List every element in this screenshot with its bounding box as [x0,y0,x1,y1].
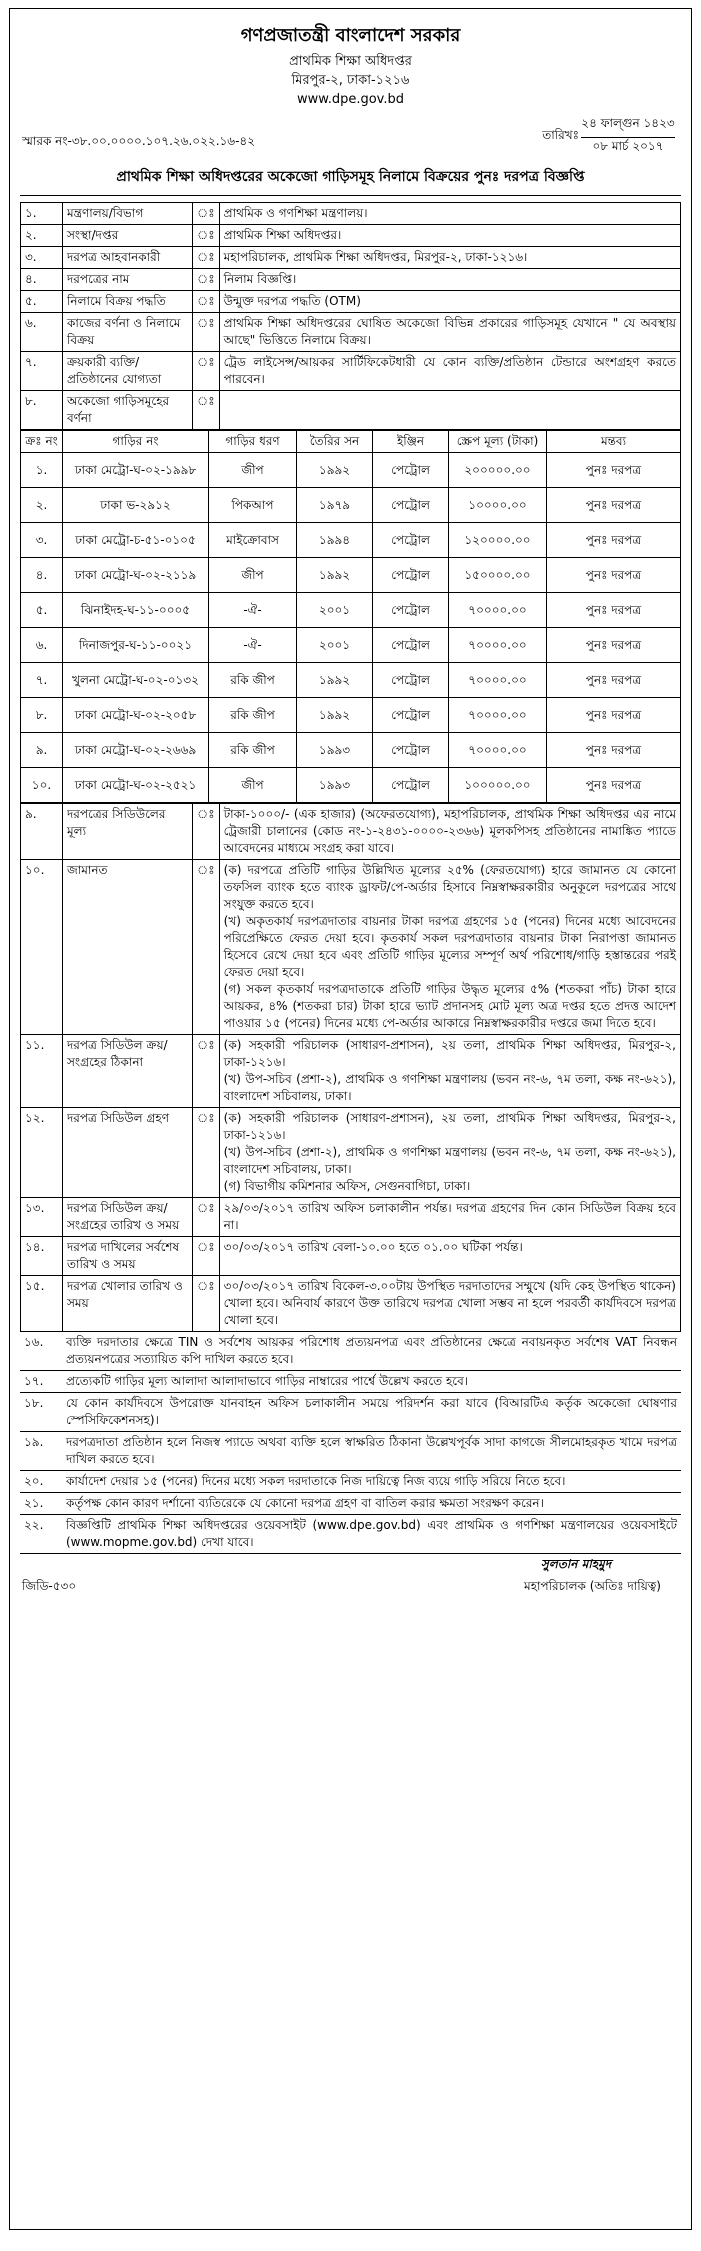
row-value [219,1237,680,1276]
year-cell: ১৯৯২ [297,453,373,488]
note-row [20,1393,681,1432]
government-title: গণপ্রজাতন্ত্রী বাংলাদেশ সরকার [240,25,461,46]
registration-cell: ঢাকা মেট্রো-ঘ-০২-২৫২১ [63,768,209,803]
row-value [219,391,680,430]
row-label: কাজের বর্ণনা ও নিলামে বিক্রয় [63,313,193,352]
term-clause: (খ) উপ-সচিব (প্রশা-২), প্রাথমিক ও গণশিক্ষা মন্ত্রণালয় (ভবন নং-৬, ৭ম তলা, কক্ষ নং-৬২১), বাংলাদেশ সচিবালয়, ঢাকা। [223,1072,676,1103]
row-number: ১৩. [21,1198,63,1237]
row-label: দরপত্রের সিডিউলের মূল্য [63,804,193,860]
row-value [219,1108,680,1198]
row-colon: ঃ [193,313,220,352]
signature-block [20,1554,681,1610]
table-row [21,768,681,803]
row-value [219,1035,680,1108]
row-value: প্রাথমিক শিক্ষা অধিদপ্তর। [219,225,680,247]
row-colon: ঃ [193,352,220,391]
registration-cell: দিনাজপুর-ঘ-১১-০০২১ [63,628,209,663]
row-label: মন্ত্রণালয়/বিভাগ [63,203,193,225]
signatory-designation: মহাপরিচালক (অতিঃ দায়িত্ব) [524,1579,661,1593]
info-row [21,313,681,352]
term-row [21,1108,681,1198]
engine-cell: পেট্রোল [373,698,449,733]
row-value: মহাপরিচালক, প্রাথমিক শিক্ষা অধিদপ্তর, মিরপুর-২, ঢাকা-১২১৬। [219,247,680,269]
engine-cell: পেট্রোল [373,628,449,663]
row-label: জামানত [63,860,193,1035]
row-colon: ঃ [193,1198,220,1237]
row-number: ১৫. [21,1276,63,1332]
row-number: ৩. [21,247,63,269]
scrap-price-cell: ৭০০০০.০০ [449,628,547,663]
term-clause: (ক) সহকারী পরিচালক (সাধারণ-প্রশাসন), ২য় তলা, প্রাথমিক শিক্ষা অধিদপ্তর, মিরপুর-২, ঢাকা-১২১৬। [223,1038,676,1069]
row-label: দরপত্র খোলার তারিখ ও সময় [63,1276,193,1332]
row-number: ১৬. [20,1332,62,1371]
vehicle-type-cell: মাইক্রোবাস [209,523,297,558]
row-value: উন্মুক্ত দরপত্র পদ্ধতি (OTM) [219,291,680,313]
row-label: দরপত্র দাখিলের সর্বশেষ তারিখ ও সময় [63,1237,193,1276]
vehicle-type-cell: -ঐ- [209,628,297,663]
term-clause: ২৯/০৩/২০১৭ তারিখ অফিস চলাকালীন পর্যন্ত। দরপত্র গ্রহণের দিন কোন সিডিউল বিক্রয় হবে না। [223,1201,676,1232]
column-header: মন্তব্য [547,431,681,453]
row-number: ৭. [21,352,63,391]
info-row [21,352,681,391]
row-number: ২১. [20,1493,62,1515]
row-label: দরপত্র সিডিউল গ্রহণ [63,1108,193,1198]
department-name: প্রাথমিক শিক্ষা অধিদপ্তর [289,54,412,69]
row-colon: ঃ [193,391,220,430]
column-header: ক্রঃ নং [21,431,63,453]
row-colon: ঃ [193,1035,220,1108]
notice-title: প্রাথমিক শিক্ষা অধিদপ্তরের অকেজো গাড়িসমূহ নিলামে বিক্রয়ের পুনঃ দরপত্র বিজ্ঞপ্তি [20,165,681,196]
row-value [219,804,680,860]
term-clause: (ক) সহকারী পরিচালক (সাধারণ-প্রশাসন), ২য় তলা, প্রাথমিক শিক্ষা অধিদপ্তর, মিরপুর-২, ঢাকা-১২১৬। [223,1111,676,1142]
row-colon: ঃ [193,1108,220,1198]
note-text: যে কোন কার্যদিবসে উপরোক্ত যানবাহন অফিস চলাকালীন সময়ে পরিদর্শন করা যাবে (বিআরটিএ কর্তৃক অকেজো ঘোষণার স্পেসিফিকেশনসহ)। [62,1393,681,1432]
term-clause: (ক) দরপত্রে প্রতিটি গাড়ির উল্লিখিত মূল্যের ২৫% (ফেরতযোগ্য) হারে জামানত যে কোনো তফসিল ব্যাংক হতে ব্যাংক ড্রাফট/পে-অর্ডার হিসাবে নিম্নস্বাক্ষরকারীর অনুকূলে দরপত্রের সাথে সংযুক্ত করতে হবে। [223,863,676,911]
remarks-cell: পুনঃ দরপত্র [547,558,681,593]
vehicle-type-cell: রকি জীপ [209,698,297,733]
vehicle-type-cell: জীপ [209,453,297,488]
table-row [21,593,681,628]
serial-cell: ৪. [21,558,63,593]
note-text: প্রত্যেকটি গাড়ির মূল্য আলাদা আলাদাভাবে গাড়ির নাম্বারের পার্শ্বে উল্লেখ করতে হবে। [62,1371,681,1393]
info-row [21,291,681,313]
engine-cell: পেট্রোল [373,593,449,628]
website-link[interactable]: www.dpe.gov.bd [297,92,404,107]
row-value: ট্রেড লাইসেন্স/আয়কর সার্টিফিকেটধারী যে কোন ব্যক্তি/প্রতিষ্ঠান টেন্ডারে অংশগ্রহণ করতে পারবেন। [219,352,680,391]
serial-cell: ৯. [21,733,63,768]
note-row [20,1332,681,1371]
remarks-cell: পুনঃ দরপত্র [547,523,681,558]
vehicle-type-cell: রকি জীপ [209,733,297,768]
year-cell: ১৯৯২ [297,558,373,593]
scrap-price-cell: ৭০০০০.০০ [449,593,547,628]
row-number: ২২. [20,1515,62,1554]
note-text: দরপত্রদাতা প্রতিষ্ঠান হলে নিজস্ব প্যাডে অথবা ব্যক্তি হলে স্বাক্ষরিত ঠিকানা উল্লেখপূর্বক সাদা কাগজে সীলমোহরকৃত খামে দরপত্র দাখিল করতে হবে। [62,1432,681,1471]
row-number: ১২. [21,1108,63,1198]
serial-cell: ২. [21,488,63,523]
engine-cell: পেট্রোল [373,453,449,488]
registration-cell: ঝিনাইদহ-ঘ-১১-০০০৫ [63,593,209,628]
term-row [21,860,681,1035]
scrap-price-cell: ৭০০০০.০০ [449,733,547,768]
row-number: ৪. [21,269,63,291]
serial-cell: ১. [21,453,63,488]
row-value [219,860,680,1035]
row-number: ১০. [21,860,63,1035]
row-number: ১৯. [20,1432,62,1471]
vehicle-table [20,430,681,803]
note-row [20,1371,681,1393]
info-row [21,225,681,247]
row-number: ১৮. [20,1393,62,1432]
vehicle-type-cell: জীপ [209,558,297,593]
date-box [542,115,675,158]
table-row [21,488,681,523]
row-value: প্রাথমিক শিক্ষা অধিদপ্তরের ঘোষিত অকেজো বিভিন্ন প্রকারের গাড়িসমূহ যেখানে " যে অবস্থায় আছে" ভিত্তিতে নিলামে বিক্রয়। [219,313,680,352]
engine-cell: পেট্রোল [373,558,449,593]
note-text: কর্তৃপক্ষ কোন কারণ দর্শানো ব্যতিরেকে যে কোনো দরপত্র গ্রহণ বা বাতিল করার ক্ষমতা সংরক্ষণ করেন। [62,1493,681,1515]
signatory-name: সুলতান মাহমুদ [540,1557,611,1571]
department-address: মিরপুর-২, ঢাকা-১২১৬ [291,73,410,88]
term-row [21,1237,681,1276]
row-value: প্রাথমিক ও গণশিক্ষা মন্ত্রণালয়। [219,203,680,225]
table-row [21,663,681,698]
serial-cell: ৮. [21,698,63,733]
table-row [21,453,681,488]
column-header: ইঞ্জিন [373,431,449,453]
term-clause: (গ) সকল কৃতকার্য দরপত্রদাতাকে প্রতিটি গাড়ির উদ্ধৃত মূল্যের ৫% (শতকরা পাঁচ) টাকা হারে আয়কর, ৪% (শতকরা চার) টাকা হারে ভ্যাট প্রদানসহ মোট মূল্য অত্র দপ্তর হতে প্রদত্ত আদেশ পাওয়ার ১৫ (পনের) দিনের মধ্যে পে-অর্ডার আকারে নিম্নস্বাক্ষরকারীর দপ্তরে জমা দিতে হবে। [223,982,676,1030]
row-number: ২. [21,225,63,247]
scrap-price-cell: ৭০০০০.০০ [449,698,547,733]
row-number: ৬. [21,313,63,352]
row-label: দরপত্রের নাম [63,269,193,291]
row-number: ১৭. [20,1371,62,1393]
scrap-price-cell: ২০০০০০.০০ [449,453,547,488]
terms-table [20,803,681,1332]
year-cell: ২০০১ [297,628,373,663]
registration-cell: ঢাকা মেট্রো-ঘ-০২-২১১৯ [63,558,209,593]
term-clause: ৩০/০৩/২০১৭ তারিখ বিকেল-৩.০০টায় উপস্থিত দরদাতাদের সম্মুখে (যদি কেহ উপস্থিত থাকেন) খোলা হবে। অনিবার্য কারণে উক্ত তারিখে দরপত্র খোলা সম্ভব না হলে পরবর্তী কার্যদিবসে দরপত্র খোলা হবে। [223,1279,676,1327]
remarks-cell: পুনঃ দরপত্র [547,628,681,663]
date-label: তারিখঃ [542,128,579,142]
remarks-cell: পুনঃ দরপত্র [547,488,681,523]
year-cell: ১৯৯৪ [297,523,373,558]
table-row [21,698,681,733]
row-colon: ঃ [193,804,220,860]
info-table [20,202,681,430]
row-colon: ঃ [193,1276,220,1332]
remarks-cell: পুনঃ দরপত্র [547,768,681,803]
engine-cell: পেট্রোল [373,523,449,558]
row-value [219,1198,680,1237]
row-number: ৮. [21,391,63,430]
row-label: দরপত্র সিডিউল ক্রয়/সংগ্রহের ঠিকানা [63,1035,193,1108]
serial-cell: ৭. [21,663,63,698]
notice-page [9,8,692,2230]
note-text: কার্যাদেশ দেয়ার ১৫ (পনের) দিনের মধ্যে সকল দরদাতাকে নিজ দায়িত্বে নিজ ব্যয়ে গাড়ি সরিয়ে নিতে হবে। [62,1471,681,1493]
table-row [21,523,681,558]
vehicle-type-cell: রকি জীপ [209,663,297,698]
engine-cell: পেট্রোল [373,663,449,698]
scrap-price-cell: ১৫০০০০.০০ [449,558,547,593]
row-label: ক্রয়কারী ব্যক্তি/প্রতিষ্ঠানের যোগ্যতা [63,352,193,391]
serial-cell: ৩. [21,523,63,558]
table-row [21,628,681,663]
remarks-cell: পুনঃ দরপত্র [547,593,681,628]
note-text: বিজ্ঞপ্তিটি প্রাথমিক শিক্ষা অধিদপ্তরের ওয়েবসাইট (www.dpe.gov.bd) এবং প্রাথমিক ও গণশিক্ষা মন্ত্রণালয়ের ওয়েবসাইটে (www.mopme.gov.bd) দেখা যাবে। [62,1515,681,1554]
letterhead [20,21,681,109]
serial-cell: ৫. [21,593,63,628]
row-number: ১১. [21,1035,63,1108]
row-colon: ঃ [193,291,220,313]
row-label: নিলামে বিক্রয় পদ্ধতি [63,291,193,313]
row-number: ২০. [20,1471,62,1493]
memo-row [20,115,681,159]
year-cell: ১৯৭৯ [297,488,373,523]
year-cell: ২০০১ [297,593,373,628]
gd-number: জিডি-৫৩০ [22,1579,77,1593]
vehicle-type-cell: জীপ [209,768,297,803]
term-clause: (খ) উপ-সচিব (প্রশা-২), প্রাথমিক ও গণশিক্ষা মন্ত্রণালয় (ভবন নং-৬, ৭ম তলা, কক্ষ নং-৬২১), বাংলাদেশ সচিবালয়, ঢাকা। [223,1145,676,1176]
term-clause: (খ) অকৃতকার্য দরপত্রদাতার বায়নার টাকা দরপত্র গ্রহণের ১৫ (পনের) দিনের মধ্যে আবেদনের পরিপ্রেক্ষিতে ফেরত দেয়া হবে। কৃতকার্য সকল দরপত্রদাতার বায়নার টাকা নিরাপত্তা জামানত হিসেবে রেখে দেয়া হবে এবং প্রতিটি গাড়ির মূল্যের সম্পূর্ণ অর্থ পরিশোধ/গাড়ি হস্তান্তরের পরই ফেরত দেয়া হবে। [223,914,676,979]
row-label: সংস্থা/দপ্তর [63,225,193,247]
row-colon: ঃ [193,1237,220,1276]
row-value [219,1276,680,1332]
year-cell: ১৯৯২ [297,698,373,733]
row-number: ১৪. [21,1237,63,1276]
serial-cell: ৬. [21,628,63,663]
remarks-cell: পুনঃ দরপত্র [547,663,681,698]
remarks-cell: পুনঃ দরপত্র [547,733,681,768]
year-cell: ১৯৯৩ [297,768,373,803]
table-row [21,733,681,768]
row-label: দরপত্র সিডিউল ক্রয়/সংগ্রহের তারিখ ও সময় [63,1198,193,1237]
term-row [21,1276,681,1332]
term-row [21,1198,681,1237]
info-row [21,269,681,291]
engine-cell: পেট্রোল [373,488,449,523]
term-row [21,1035,681,1108]
scrap-price-cell: ১০০০০০.০০ [449,768,547,803]
registration-cell: ঢাকা ভ-২৯১২ [63,488,209,523]
notes-table [20,1332,681,1554]
note-row [20,1515,681,1554]
info-row [21,247,681,269]
engine-cell: পেট্রোল [373,733,449,768]
term-row [21,804,681,860]
row-colon: ঃ [193,247,220,269]
vehicle-table-header [21,431,681,453]
note-row [20,1471,681,1493]
serial-cell: ১০. [21,768,63,803]
term-clause: টাকা-১০০০/- (এক হাজার) (অফেরতযোগ্য), মহাপরিচালক, প্রাথমিক শিক্ষা অধিদপ্তর এর নামে ট্রেজারী চালানের (কোড নং-১-২৪৩১-০০০০-২৩৬৬) মূলকপিসহ প্রতিষ্ঠানের নামাঙ্কিত প্যাডে আবেদনের মাধ্যমে সংগ্রহ করা যাবে। [223,807,676,855]
registration-cell: ঢাকা মেট্রো-ঘ-০২-২০৫৮ [63,698,209,733]
remarks-cell: পুনঃ দরপত্র [547,698,681,733]
row-label: দরপত্র আহবানকারী [63,247,193,269]
column-header: গাড়ির ধরণ [209,431,297,453]
info-row [21,391,681,430]
row-value: নিলাম বিজ্ঞপ্তি। [219,269,680,291]
info-row [21,203,681,225]
scrap-price-cell: ৭০০০০.০০ [449,663,547,698]
engine-cell: পেট্রোল [373,768,449,803]
note-row [20,1493,681,1515]
row-colon: ঃ [193,860,220,1035]
note-row [20,1432,681,1471]
memo-number: স্মারক নং-৩৮.০০.০০০০.১০৭.২৬.০২২.১৬-৪২ [22,134,256,148]
registration-cell: ঢাকা মেট্রো-চ-৫১-০১০৫ [63,523,209,558]
registration-cell: ঢাকা মেট্রো-ঘ-০২-১৯৯৮ [63,453,209,488]
column-header: গাড়ির নং [63,431,209,453]
column-header: তৈরির সন [297,431,373,453]
scrap-price-cell: ১২০০০০.০০ [449,523,547,558]
table-row [21,558,681,593]
registration-cell: ঢাকা মেট্রো-ঘ-০২-২৬৬৯ [63,733,209,768]
row-label: অকেজো গাড়িসমূহের বর্ণনা [63,391,193,430]
row-number: ৯. [21,804,63,860]
row-number: ১. [21,203,63,225]
date-bengali: ২৪ ফাল্গুন ১৪২৩ [581,115,675,138]
column-header: স্ক্রেপ মূল্য (টাকা) [449,431,547,453]
vehicle-type-cell: -ঐ- [209,593,297,628]
term-clause: (গ) বিভাগীয় কমিশনার অফিস, সেগুনবাগিচা, ঢাকা। [223,1179,471,1193]
year-cell: ১৯৯৩ [297,733,373,768]
remarks-cell: পুনঃ দরপত্র [547,453,681,488]
vehicle-type-cell: পিকআপ [209,488,297,523]
row-colon: ঃ [193,225,220,247]
date-english: ০৮ মার্চ ২০১৭ [592,139,664,153]
registration-cell: খুলনা মেট্রো-ঘ-০২-০১৩২ [63,663,209,698]
term-clause: ৩০/০৩/২০১৭ তারিখ বেলা-১০.০০ হতে ০১.০০ ঘটিকা পর্যন্ত। [223,1240,523,1254]
note-text: ব্যক্তি দরদাতার ক্ষেত্রে TIN ও সর্বশেষ আয়কর পরিশোধ প্রত্যয়নপত্র এবং প্রতিষ্ঠানের ক্ষেত্রে নবায়নকৃত সর্বশেষ VAT নিবন্ধন প্রত্যয়নপত্রের সত্যায়িত কপি দাখিল করতে হবে। [62,1332,681,1371]
scrap-price-cell: ১০০০০.০০ [449,488,547,523]
row-colon: ঃ [193,269,220,291]
row-number: ৫. [21,291,63,313]
row-colon: ঃ [193,203,220,225]
year-cell: ১৯৯২ [297,663,373,698]
